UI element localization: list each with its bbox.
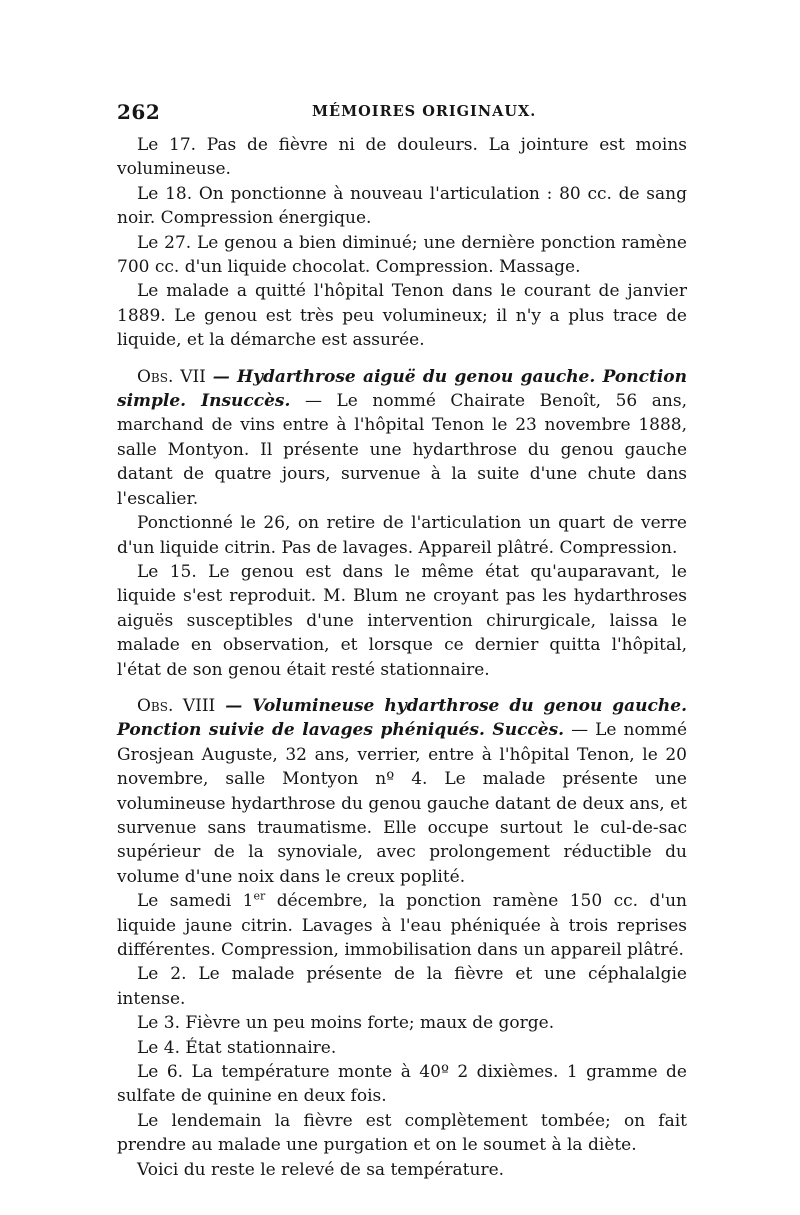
observation-vii bbox=[117, 365, 687, 511]
page-number: 262 bbox=[117, 100, 161, 124]
paragraph: Le 18. On ponctionne à nouveau l'articulation : 80 cc. de sang noir. Compression énergique. bbox=[117, 183, 687, 229]
obs-title: — Volumineuse hydarthrose du genou gauche. Ponction suivie de lavages phéniqués. Succès. bbox=[117, 695, 687, 741]
superscript: er bbox=[253, 889, 266, 903]
running-title: MÉMOIRES ORIGINAUX. bbox=[312, 103, 537, 120]
body-text bbox=[117, 133, 687, 1182]
obs-text: — Le nommé Grosjean Auguste, 32 ans, verrier, entre à l'hôpital Tenon, le 20 novembre, salle Montyon nº 4. Le malade présente une volumineuse hydarthrose du genou gauche datant de deux ans, et survenue sans traumatisme. Elle occupe surtout le cul-de-sac supérieur de la synoviale, avec prolongement réductible du volume d'une noix dans le creux poplité. bbox=[117, 720, 688, 887]
paragraph: Voici du reste le relevé de sa température. bbox=[137, 1159, 505, 1180]
paragraph bbox=[117, 889, 687, 962]
obs-text: — Le nommé Chairate Benoît, 56 ans, marchand de vins entre à l'hôpital Tenon le 23 novembre 1888, salle Montyon. Il présente une hydarthrose du genou gauche datant de quatre jours, survenue à la suite d'une chute dans l'escalier. bbox=[117, 391, 687, 509]
page-header bbox=[117, 100, 687, 124]
paragraph: Le 4. État stationnaire. bbox=[137, 1037, 337, 1058]
text-segment: décembre, la ponction ramène 150 cc. d'un liquide jaune citrin. Lavages à l'eau phéniquée à trois reprises différentes. Compression, immobilisation dans un appareil plâtré. bbox=[117, 891, 687, 960]
obs-label: Obs. VII bbox=[137, 366, 206, 387]
paragraph: Le 2. Le malade présente de la fièvre et une céphalalgie intense. bbox=[117, 964, 687, 1009]
obs-label: Obs. VIII bbox=[137, 695, 216, 716]
obs-title: — Hydarthrose aiguë du genou gauche. Ponction simple. Insuccès. bbox=[117, 366, 687, 412]
observation-viii bbox=[117, 694, 687, 889]
paragraph: Le 3. Fièvre un peu moins forte; maux de gorge. bbox=[137, 1013, 555, 1034]
paragraph: Le malade a quitté l'hôpital Tenon dans le courant de janvier 1889. Le genou est très peu volumineux; il n'y a plus trace de liquide, et la démarche est assurée. bbox=[117, 281, 687, 351]
text-segment: Le samedi 1 bbox=[137, 891, 254, 912]
paragraph: Le 17. Pas de fièvre ni de douleurs. La jointure est moins volumineuse. bbox=[117, 135, 687, 180]
paragraph: Ponctionné le 26, on retire de l'articulation un quart de verre d'un liquide citrin. Pas de lavages. Appareil plâtré. Compression. bbox=[117, 513, 687, 558]
paragraph: Le 6. La température monte à 40º 2 dixièmes. 1 gramme de sulfate de quinine en deux fois. bbox=[117, 1062, 687, 1107]
paragraph: Le 15. Le genou est dans le même état qu'auparavant, le liquide s'est reproduit. M. Blum ne croyant pas les hydarthroses aiguës susceptibles d'une intervention chirurgicale, laissa le malade en observation, et lorsque ce dernier quitta l'hôpital, l'état de son genou était resté stationnaire. bbox=[117, 561, 687, 680]
paragraph: Le lendemain la fièvre est complètement tombée; on fait prendre au malade une purgation et on le soumet à la diète. bbox=[117, 1110, 687, 1156]
paragraph: Le 27. Le genou a bien diminué; une dernière ponction ramène 700 cc. d'un liquide chocolat. Compression. Massage. bbox=[117, 232, 687, 278]
